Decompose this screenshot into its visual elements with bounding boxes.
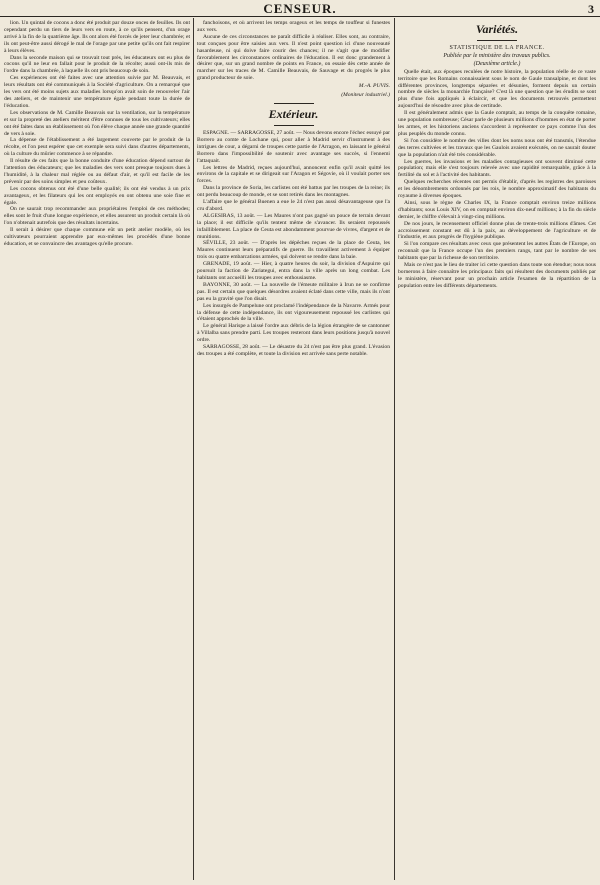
masthead: CENSEUR.	[263, 1, 337, 16]
section-separator	[274, 103, 314, 104]
article-note: (Deuxième article.)	[473, 60, 521, 67]
paragraph: Si l'on considère le nombre des villes dont les noms nous ont été transmis, l'étendue des terres cultivées et les travaux que les Gaulois avaient exécutés, on ne saurait douter que la population n'ait été très considérable.	[398, 137, 596, 158]
paragraph: Ces expériences ont été faites avec une attention suivie par M. Beauvais, et leurs résultats ont été communiqués à la Société d'agriculture. On a remarqué que les vers ont été moins sujets aux maladies lorsqu'on avait soin de renouveler l'air des ateliers, et de maintenir une température égale pendant toute la durée de l'éducation.	[4, 75, 190, 109]
column-2	[197, 20, 390, 878]
paragraph: Quelle était, aux époques reculées de notre histoire, la population réelle de ce vaste territoire que les Romains connaissaient sous le nom de Gaule transalpine, et dont les différentes provinces, longtemps séparées et désunies, forment depuis un certain nombre de siècles la monarchie française? C'est là une question que les érudits se sont plus d'une fois appliqués à éclaircir, et que les documents retrouvés permettent aujourd'hui de résoudre avec plus de certitude.	[398, 68, 596, 110]
section-title-varietes: Variétés.	[475, 22, 519, 36]
column-1	[4, 20, 190, 878]
paragraph: Mais ce n'est pas le lieu de traiter ici cette question dans toute son étendue; nous nous bornerons à faire connaître les principaux faits qui résultent des documents publiés par le ministère, réservant pour un prochain article l'examen de la répartition de la population entre les différents départements.	[398, 262, 596, 289]
paragraph: ALGESIRAS, 13 août. — Les Maures n'ont pas gagné un pouce de terrain devant la place; il est difficile qu'ils tentent même de s'avancer. Ils seraient repoussés infailliblement. La place de Ceuta est abondamment pourvue de vivres, d'argent et de munitions.	[197, 212, 390, 240]
paragraph: Les cocons obtenus ont été d'une belle qualité; ils ont été vendus à un prix avantageux, et les filateurs qui les ont employés en ont obtenu une soie fine et égale.	[4, 185, 190, 206]
paragraph: Il est généralement admis que la Gaule comptait, au temps de la conquête romaine, une population nombreuse; César parle de plusieurs millions d'hommes en état de porter les armes, et les historiens anciens s'accordent à représenter ce pays comme l'un des plus peuplés du monde connu.	[398, 110, 596, 137]
article-title: STATISTIQUE DE LA FRANCE.	[449, 45, 545, 51]
paragraph: La dépense de l'établissement a été largement couverte par le produit de la récolte, et l'on peut espérer que cet exemple sera suivi dans d'autres départements, où la culture du mûrier commence à se répandre.	[4, 137, 190, 158]
paragraph: Les observations de M. Camille Beauvais sur la ventilation, sur la température et sur la propreté des ateliers méritent d'être connues de tous les cultivateurs; elles ont été faites dans un établissement où l'on élève chaque année une grande quantité de vers à soie.	[4, 109, 190, 137]
paragraph: Quelques recherches récentes ont permis d'établir, d'après les registres des paroisses et les dénombrements ordonnés par les rois, le nombre approximatif des habitants du royaume à diverses époques.	[398, 179, 596, 200]
section-title-exterieur: Extérieur.	[268, 106, 319, 121]
page-header	[0, 0, 600, 17]
paragraph: GRENADE, 19 août. — Hier, à quatre heures du soir, la division d'Aspuirre qui poursuit la faction de Zariategui, entra dans la ville après un long combat. Les habitants ont accueilli les troupes avec enthousiasme.	[197, 261, 390, 281]
paragraph: Ainsi, sous le règne de Charles IX, la France comptait environ treize millions d'habitants; sous Louis XIV, on en comptait environ dix-neuf millions; à la fin du siècle dernier, le chiffre s'élevait à vingt-cinq millions.	[398, 199, 596, 220]
paragraph: Les guerres, les invasions et les maladies contagieuses ont souvent diminué cette population; mais elle s'est toujours relevée avec une rapidité remarquable, grâce à la fertilité du sol et à l'activité des habitants.	[398, 158, 596, 179]
paragraph: SARRAGOSSE, 28 août. — Le désastre du 24 n'est pas être plus grand. L'évasion des troupes a été complète, et toute la division est arrivée sans perte notable.	[197, 344, 390, 357]
page-number: 3	[588, 2, 594, 16]
column-3	[398, 20, 596, 878]
paragraph: Le général Harispe a laissé l'ordre aux débris de la légion étrangère de se cantonner à Villalba sans prendre parti. Les troupes resteront dans leurs positions jusqu'à nouvel ordre.	[197, 323, 390, 344]
section-separator	[477, 40, 517, 41]
paragraph: lion. Un quintal de cocons a donc été produit par douze onces de feuilles. Ils ont cependant perdu un tiers de leurs vers en route, à ce qu'ils pensent, d'un orage arrivé à la fin de la quatrième âge. Ils ont alors été forcés de jeter leur chambrée; et ils ont peut-être aussi dérogé le mal de l'orage par une petite qu'ils ont fait respirer à leurs élèves.	[4, 20, 190, 54]
paragraph: Si l'on compare ces résultats avec ceux que présentent les autres États de l'Europe, on reconnaît que la France occupe l'un des premiers rangs, tant par le nombre de ses habitants que par la richesse de son territoire.	[398, 241, 596, 262]
paragraph: SÉVILLE, 23 août. — D'après les dépêches reçues de la place de Ceuta, les Maures continuent leurs préparatifs de guerre. Ils travaillent activement à équiper trois ou quatre embarcations armées, qui doivent se rendre dans la baie.	[197, 240, 390, 261]
article-subtitle: Publiée par le ministère des travaux publics.	[443, 52, 551, 59]
paragraph: Dans la seconde maison qui se trouvait tout près, les éducateurs ont eu plus de cocons qu'il ne leur en fallait pour le produit de la récolte; aussi ont-ils mis de l'ordre dans la chambrée, à laquelle ils ont pris beaucoup de soin.	[4, 54, 190, 75]
column-divider-1	[193, 18, 194, 880]
paragraph: On ne saurait trop recommander aux propriétaires l'emploi de ces méthodes; elles sont le fruit d'une longue expérience, et elles assurent un produit certain là où l'on n'obtenait autrefois que des résultats incertains.	[4, 206, 190, 227]
paragraph: ESPAGNE. — SARRAGOSSE, 27 août. — Nous devons encore l'échec essuyé par Borrero au comte de Lochane qui, pour aller à Madrid servir d'instrument à des intrigues de cour, a dégarni de troupes cette partie de l'Arragon, en laissant le général Borrero dans l'impossibilité de soutenir avec avantage ses succès, si l'ennemi l'attaquait.	[197, 129, 390, 164]
article-signature: M.-A. PUVIS.	[358, 83, 390, 90]
paragraph: fanchoisons, et où arrivent les temps orageux et les temps de touffeur si funestes aux vers.	[197, 20, 390, 33]
paragraph: Il serait à désirer que chaque commune eût un petit atelier modèle, où les cultivateurs pourraient apprendre par eux-mêmes les procédés d'une bonne éducation, et se convaincre des avantages qu'elle procure.	[4, 227, 190, 247]
paragraph: Dans la province de Soria, les carlistes ont été battus par les troupes de la reine; ils ont perdu beaucoup de monde, et se sont retirés dans les montagnes.	[197, 185, 390, 199]
paragraph: Aucune de ces circonstances ne paraît difficile à réaliser. Elles sont, au contraire, tout conçues pour être saisies aux vers. Il n'est point question ici d'une nouveauté hasardeuse, ni qui doive faire courir des chances; il ne s'agit que de modifier favorablement les circonstances ordinaires de l'éducation. Il est donc grandement à désirer que, sur un grand nombre de points en France, on essaie dès cette année de marcher sur les traces de M. Camille Beauvais, de Sauvage et du progrès le plus grand producteur de soie.	[197, 33, 390, 82]
article-source: (Moniteur industriel.)	[341, 92, 390, 99]
section-separator	[274, 125, 314, 126]
paragraph: Les insurgés de Pampelune ont proclamé l'indépendance de la Navarre. Armés pour la défense de cette indépendance, ils ont vigoureusement repoussé les carlistes qui s'étaient approchés de la ville.	[197, 302, 390, 323]
paragraph: BAYONNE, 30 août. — La nouvelle de l'émeute militaire à Irun ne se confirme pas. Il est certain que quelques désordres avaient éclaté dans cette ville, mais ils n'ont pas eu la gravité que l'on disait.	[197, 281, 390, 302]
paragraph: L'affaire que le général Buenen a eue le 24 n'est pas aussi désavantageuse que l'a cru d'abord.	[197, 199, 390, 212]
column-divider-2	[394, 18, 395, 880]
paragraph: Il résulte de ces faits que la bonne conduite d'une éducation dépend surtout de l'attention des éducateurs; que les maladies des vers sont presque toujours dues à l'humidité, à la chaleur mal réglée ou au défaut d'air, et qu'il est facile de les prévenir par des soins simples et peu coûteux.	[4, 158, 190, 185]
paragraph: De nos jours, le recensement officiel donne plus de trente-trois millions d'âmes. Cet accroissement constant est dû à la paix, au développement de l'agriculture et de l'industrie, et aux progrès de l'hygiène publique.	[398, 220, 596, 241]
paragraph: Les lettres de Madrid, reçues aujourd'hui, annoncent enfin qu'il avait quitté les environs de la capitale et se dirigeait sur l'Aragon et Ségovie, où il voulait porter ses forces.	[197, 164, 390, 185]
